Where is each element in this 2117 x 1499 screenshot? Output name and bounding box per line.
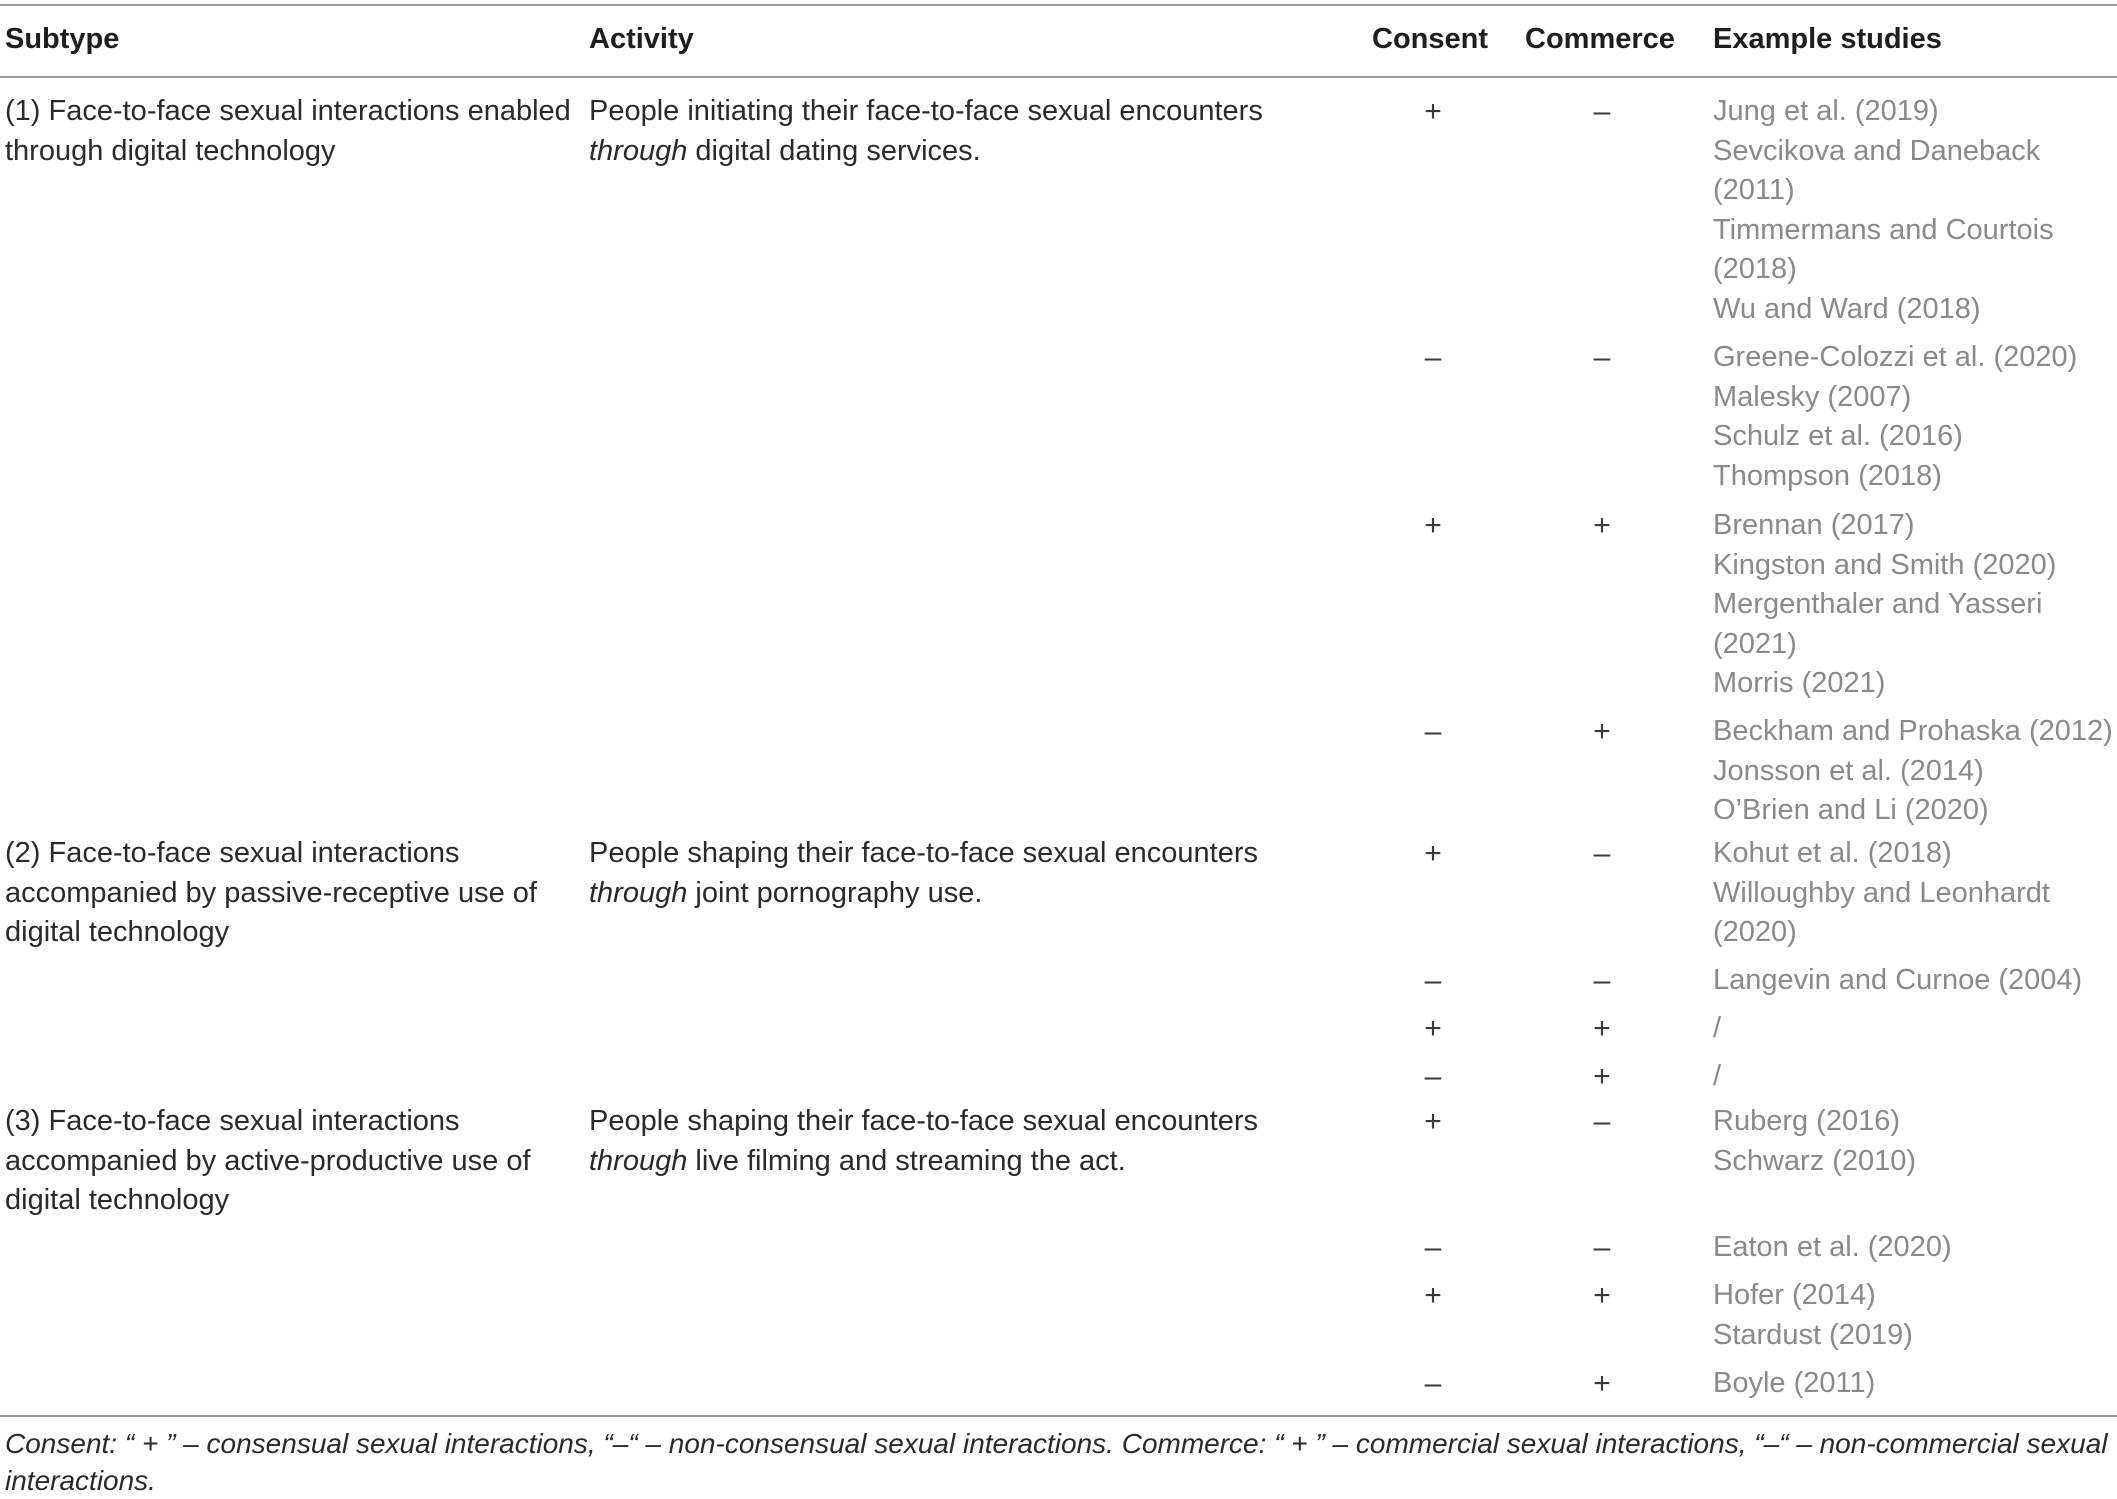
subtype-2 [5,834,537,953]
commerce-mark: + [1593,1060,1611,1093]
activity-1-line [589,132,1263,172]
consent-mark: + [1424,509,1442,542]
activity-3 [589,1102,1258,1181]
subtype-3-line: accompanied by active-productive use of [5,1144,531,1177]
study-reference: Thompson (2018) [1713,459,1942,492]
subtype-2-line: digital technology [5,916,230,948]
subtype-2-line: (2) Face-to-face sexual interactions [5,837,460,869]
activity-2-line [589,874,1258,914]
consent-mark: – [1424,964,1442,997]
study-reference: Beckham and Prohaska (2012) [1713,715,2113,747]
activity-3-line: People shaping their face-to-face sexual encounters [589,1105,1259,1137]
consent-mark: + [1424,95,1442,128]
example-studies-cell [1713,1102,1916,1181]
activity-3-rest: live filming and streaming the act. [687,1144,1126,1177]
subtype-2-line: accompanied by passive-receptive use of [5,876,537,909]
study-reference: (2020) [1713,916,1797,948]
consent-mark: + [1424,1012,1442,1045]
study-reference: Wu and Ward (2018) [1713,292,1981,325]
study-reference: Kingston and Smith (2020) [1713,548,2057,581]
header-subtype: Subtype [5,23,120,55]
study-reference: / [1713,1060,1722,1092]
subtype-1 [5,92,571,171]
activity-1-line: People initiating their face-to-face sexual encounters [589,95,1263,127]
study-reference: Stardust (2019) [1713,1318,1913,1351]
commerce-mark: – [1593,1105,1611,1138]
example-studies-cell [1713,338,2077,496]
consent-mark: + [1424,1105,1442,1138]
consent-mark: – [1424,1367,1442,1400]
activity-1 [589,92,1263,171]
example-studies-cell [1713,834,2050,953]
example-studies-cell [1713,506,2056,704]
top-rule [0,4,2117,6]
study-reference: Hofer (2014) [1713,1279,1876,1311]
study-reference: Schulz et al. (2016) [1713,420,1963,452]
study-reference: (2011) [1713,174,1795,206]
consent-mark: – [1424,1060,1442,1093]
example-studies-cell [1713,1057,1721,1097]
header-consent: Consent [1372,23,1488,55]
study-reference: Eaton et al. (2020) [1713,1231,1952,1263]
activity-emphasis: through [589,1144,688,1177]
study-reference: Timmermans and Courtois [1713,213,2054,246]
consent-mark: + [1424,837,1442,870]
bottom-rule [0,1415,2117,1417]
study-reference: Ruberg (2016) [1713,1105,1900,1137]
activity-3-line [589,1142,1258,1182]
study-reference: (2021) [1713,627,1797,660]
commerce-mark: – [1593,1231,1611,1264]
consent-mark: – [1424,341,1442,374]
subtype-1-line: (1) Face-to-face sexual interactions enabled [5,95,571,127]
table-footnote: Consent: “ + ” – consensual sexual interactions, “–“ – non-consensual sexual interactions. Commerce: “ + ” – commercial sexual interactions, “–“ – non-commercial sexual interactions. [5,1428,2108,1496]
consent-mark: – [1424,715,1442,748]
study-reference: Sevcikova and Daneback [1713,134,2041,167]
example-studies-cell [1713,961,2082,1001]
commerce-mark: + [1593,1367,1611,1400]
study-reference: (2018) [1713,253,1797,285]
study-reference: Langevin and Curnoe (2004) [1713,964,2083,996]
header-commerce: Commerce [1525,23,1675,55]
activity-2 [589,834,1258,913]
consent-mark: – [1424,1231,1442,1264]
activity-1-rest: digital dating services. [687,134,981,167]
example-studies-cell [1713,1364,1875,1404]
study-reference: Brennan (2017) [1713,509,1915,541]
subtype-3-line: digital technology [5,1184,230,1216]
study-reference: Malesky (2007) [1713,380,1912,413]
study-reference: Kohut et al. (2018) [1713,837,1952,869]
commerce-mark: + [1593,715,1611,748]
subtype-3-line: (3) Face-to-face sexual interactions [5,1105,460,1137]
header-rule [0,76,2117,78]
study-reference: O’Brien and Li (2020) [1713,794,1989,826]
study-reference: Greene-Colozzi et al. (2020) [1713,341,2078,373]
study-reference: Jonsson et al. (2014) [1713,754,1984,787]
example-studies-cell [1713,1276,1913,1355]
study-reference: Schwarz (2010) [1713,1144,1917,1177]
commerce-mark: – [1593,95,1611,128]
commerce-mark: – [1593,837,1611,870]
subtype-1-line: through digital technology [5,134,336,167]
activity-emphasis: through [589,134,688,167]
header-activity: Activity [589,23,694,55]
example-studies-cell [1713,712,2113,831]
example-studies-cell [1713,1228,1952,1268]
activity-2-line: People shaping their face-to-face sexual encounters [589,837,1259,869]
header-example-studies: Example studies [1713,23,1942,55]
study-reference: Willoughby and Leonhardt [1713,876,2050,909]
study-reference: / [1713,1012,1722,1044]
commerce-mark: + [1593,1012,1611,1045]
study-reference: Jung et al. (2019) [1713,95,1939,127]
consent-mark: + [1424,1279,1442,1312]
study-reference: Boyle (2011) [1713,1367,1876,1399]
example-studies-cell [1713,92,2054,329]
activity-2-rest: joint pornography use. [687,876,983,909]
commerce-mark: + [1593,509,1611,542]
commerce-mark: – [1593,964,1611,997]
commerce-mark: – [1593,341,1611,374]
study-reference: Mergenthaler and Yasseri [1713,588,2043,620]
study-reference: Morris (2021) [1713,667,1886,699]
commerce-mark: + [1593,1279,1611,1312]
example-studies-cell [1713,1009,1721,1049]
subtype-3 [5,1102,531,1221]
activity-emphasis: through [589,876,688,909]
